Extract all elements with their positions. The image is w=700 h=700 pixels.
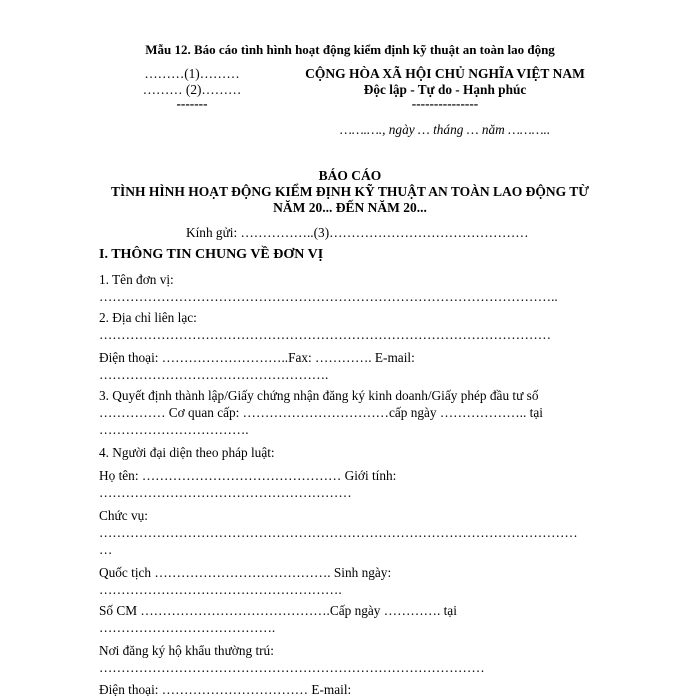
address-dots: ………………………………………………………………………………………… — [99, 327, 552, 342]
id-line1: Số CM …………………………………….Cấp ngày …………. tại — [99, 603, 457, 618]
contact-line1: Điện thoại: ………………………..Fax: …………. E-mail: — [99, 350, 415, 365]
section1-heading: I. THÔNG TIN CHUNG VỀ ĐƠN VỊ — [99, 247, 324, 262]
position-dots2: … — [99, 542, 113, 557]
header-left-line2: ……… (2)……… — [142, 82, 242, 97]
position-dots1: ……………………………………………………………………………………………… — [99, 525, 578, 540]
nationality-line2: ………………………………………………. — [99, 582, 342, 597]
unit-name-label: 1. Tên đơn vị: — [99, 272, 174, 287]
id-line2: …………………………………. — [99, 620, 276, 635]
legal-rep-label: 4. Người đại diện theo pháp luật: — [99, 445, 275, 460]
report-subtitle-line2: NĂM 20... ĐẾN NĂM 20... — [273, 200, 427, 215]
form-title: Mẫu 12. Báo cáo tình hình hoạt động kiểm định kỹ thuật an toàn lao động — [145, 42, 555, 57]
header-left-rule: ------- — [176, 96, 208, 111]
decision-line1: 3. Quyết định thành lập/Giấy chứng nhận đăng ký kinh doanh/Giấy phép đầu tư số — [99, 388, 539, 403]
header-left-line1: ………(1)……… — [144, 66, 240, 81]
contact-line2: ……………………………………………. — [99, 367, 329, 382]
date-line: …….…., ngày … tháng … năm ……….. — [340, 122, 551, 137]
nationality-line1: Quốc tịch …………………………………. Sinh ngày: — [99, 565, 392, 580]
report-heading: BÁO CÁO — [318, 168, 382, 183]
national-motto: Độc lập - Tự do - Hạnh phúc — [363, 82, 527, 97]
unit-name-dots: ………………………………………………………………………………………….. — [99, 289, 558, 304]
name-line1: Họ tên: ……………………………………… Giới tính: — [99, 468, 397, 483]
recipient-line: Kính gửi: ……………..(3)……………………………………… — [186, 225, 529, 240]
residence-label: Nơi đăng ký hộ khẩu thường trú: — [99, 643, 274, 658]
header-right-rule: --------------- — [411, 96, 479, 111]
phone-line: Điện thoại: …………………………… E-mail: — [99, 682, 352, 697]
position-label: Chức vụ: — [99, 508, 148, 523]
decision-line3: ……………………………. — [99, 422, 249, 437]
residence-dots: …………………………………………………………………………… — [99, 660, 485, 675]
address-label: 2. Địa chỉ liên lạc: — [99, 310, 197, 325]
decision-line2: …………… Cơ quan cấp: ……………………………cấp ngày ……………….. tại — [99, 405, 543, 420]
report-subtitle-line1: TÌNH HÌNH HOẠT ĐỘNG KIỂM ĐỊNH KỸ THUẬT AN TOÀN LAO ĐỘNG TỪ — [110, 184, 590, 199]
name-line2: ………………………………………………… — [99, 485, 352, 500]
national-title: CỘNG HÒA XÃ HỘI CHỦ NGHĨA VIỆT NAM — [305, 66, 585, 81]
